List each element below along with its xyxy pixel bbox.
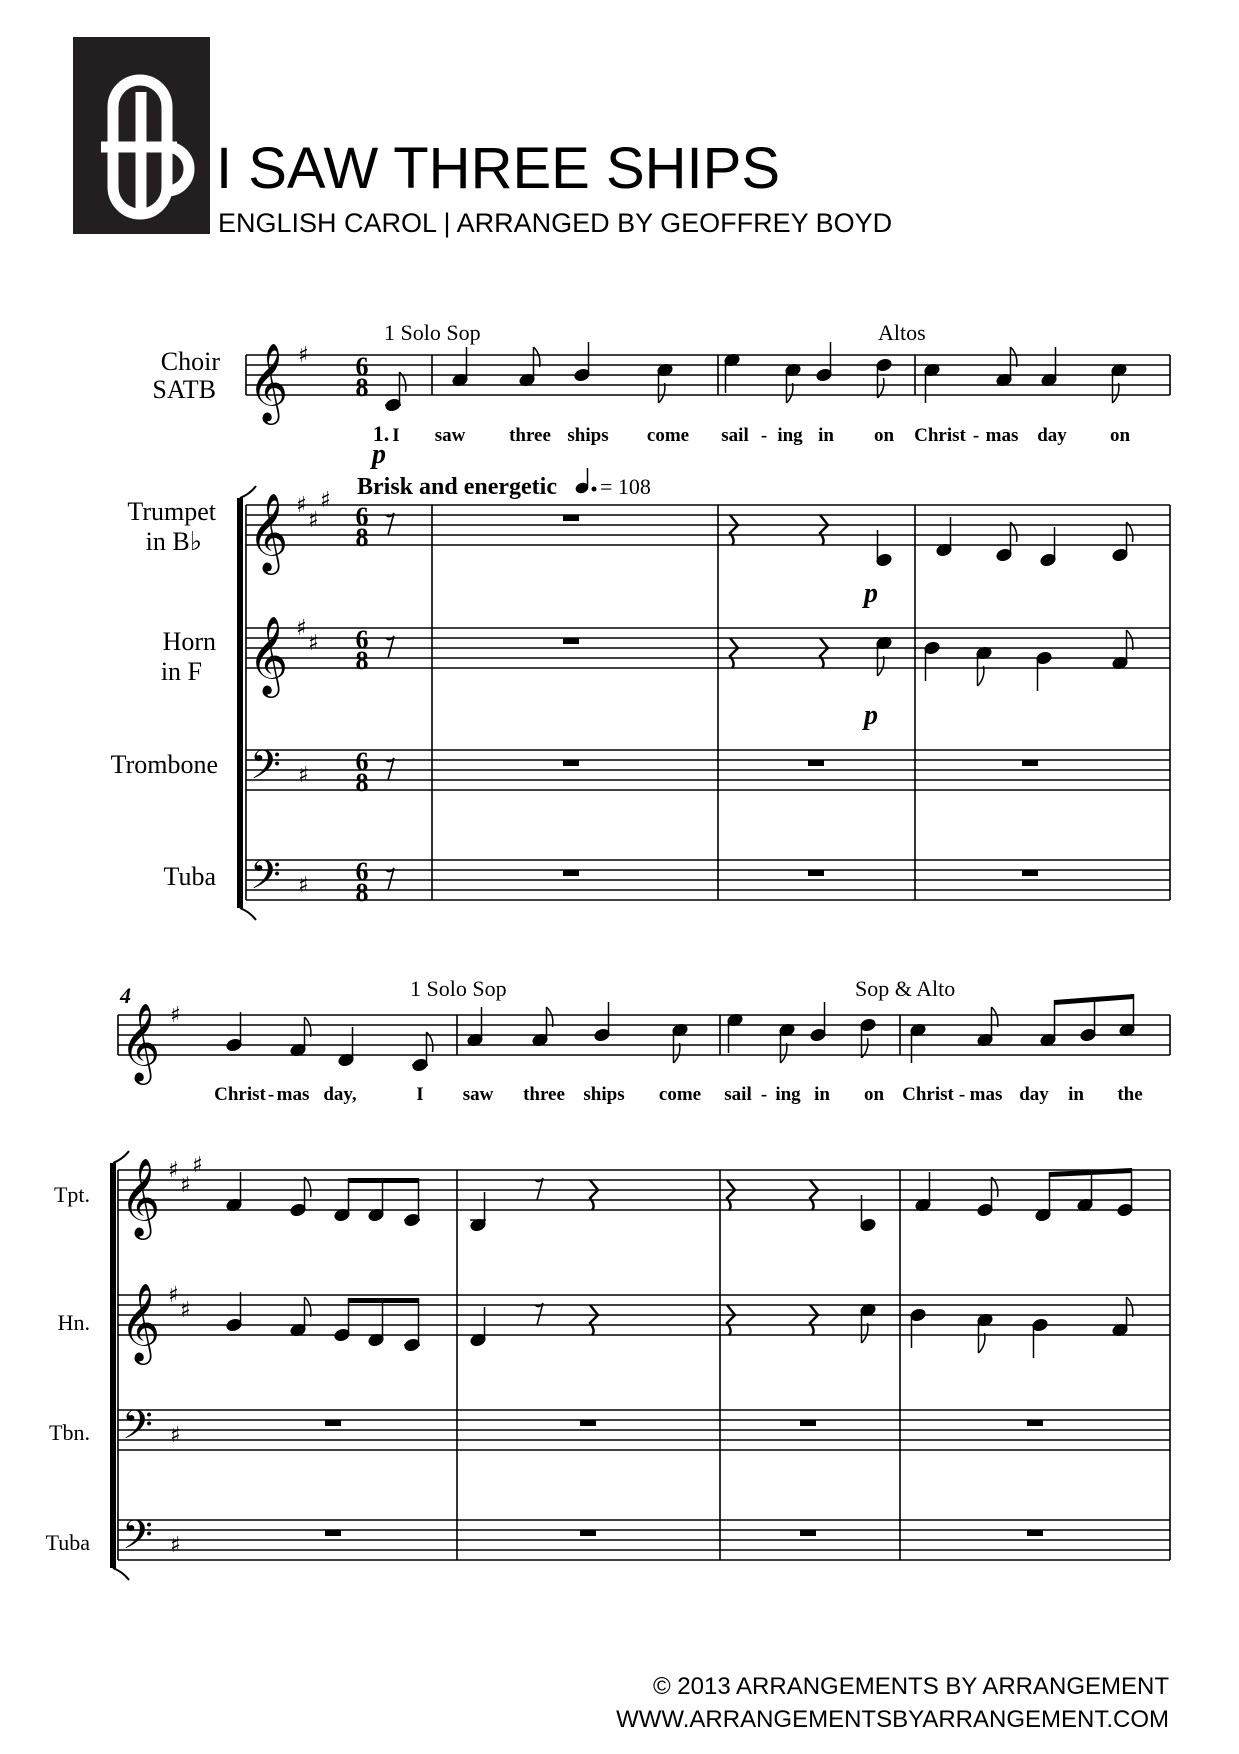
tempo-value: = 108 bbox=[600, 474, 651, 499]
svg-text:three: three bbox=[509, 425, 551, 446]
svg-text:mas: mas bbox=[276, 1084, 310, 1105]
svg-text:♯: ♯ bbox=[296, 616, 307, 641]
svg-text:6: 6 bbox=[355, 502, 369, 531]
svg-text:day: day bbox=[1019, 1084, 1049, 1105]
song-title: I SAW THREE SHIPS bbox=[216, 136, 780, 201]
svg-text:♯: ♯ bbox=[180, 1298, 191, 1323]
svg-text:day: day bbox=[1037, 425, 1067, 446]
svg-text:mas: mas bbox=[985, 425, 1019, 446]
svg-text:♯: ♯ bbox=[308, 631, 319, 656]
svg-text:♯: ♯ bbox=[298, 343, 309, 368]
svg-text:-: - bbox=[760, 425, 768, 446]
svg-text:in: in bbox=[818, 425, 834, 446]
svg-text:6: 6 bbox=[355, 857, 369, 886]
song-subtitle: ENGLISH CAROL | ARRANGED BY GEOFFREY BOYD bbox=[218, 208, 893, 238]
label-trumpet-key: in B♭ bbox=[145, 527, 202, 556]
svg-text:♯: ♯ bbox=[170, 1533, 181, 1558]
svg-text:come: come bbox=[658, 1084, 702, 1105]
svg-text:Christ: Christ bbox=[902, 1084, 954, 1105]
svg-text:6: 6 bbox=[355, 747, 369, 776]
svg-text:ing: ing bbox=[777, 425, 803, 446]
lyrics-line-1 bbox=[373, 421, 1131, 446]
svg-text:I: I bbox=[416, 1084, 424, 1105]
svg-text:on: on bbox=[863, 1084, 885, 1105]
label-choir: Choir bbox=[160, 347, 220, 376]
svg-text:-: - bbox=[760, 1084, 768, 1105]
svg-text:ships: ships bbox=[583, 1084, 625, 1105]
label-trumpet: Trumpet bbox=[127, 497, 216, 526]
label-tuba: Tuba bbox=[163, 862, 216, 891]
svg-text:Christ: Christ bbox=[914, 425, 966, 446]
svg-text:𝄞: 𝄞 bbox=[248, 493, 289, 572]
label-tpt: Tpt. bbox=[53, 1182, 90, 1207]
svg-text:on: on bbox=[1109, 425, 1131, 446]
svg-text:♯: ♯ bbox=[298, 763, 309, 788]
svg-text:I: I bbox=[392, 425, 400, 446]
svg-text:saw: saw bbox=[434, 425, 466, 446]
label-satb: SATB bbox=[152, 375, 216, 404]
svg-text:𝄢: 𝄢 bbox=[250, 852, 281, 908]
svg-text:♯: ♯ bbox=[298, 873, 309, 898]
svg-text:ing: ing bbox=[775, 1084, 801, 1105]
svg-text:♯: ♯ bbox=[168, 1158, 179, 1183]
svg-text:8: 8 bbox=[355, 878, 369, 907]
website-link[interactable]: WWW.ARRANGEMENTSBYARRANGEMENT.COM bbox=[616, 1706, 1169, 1733]
label-trombone: Trombone bbox=[110, 750, 218, 779]
annotation-altos: Altos bbox=[878, 320, 926, 345]
svg-text:three: three bbox=[523, 1084, 565, 1105]
svg-text:𝄞: 𝄞 bbox=[248, 616, 289, 695]
label-tbn: Tbn. bbox=[49, 1420, 90, 1445]
svg-text:♯: ♯ bbox=[192, 1153, 203, 1178]
svg-text:in: in bbox=[814, 1084, 830, 1105]
svg-text:♯: ♯ bbox=[308, 508, 319, 533]
svg-text:𝄞: 𝄞 bbox=[120, 1283, 161, 1362]
svg-text:8: 8 bbox=[355, 646, 369, 675]
svg-text:the: the bbox=[1117, 1084, 1143, 1105]
svg-text:ships: ships bbox=[567, 425, 609, 446]
svg-text:𝄢: 𝄢 bbox=[122, 1512, 153, 1568]
dynamic-horn: p bbox=[864, 700, 878, 731]
svg-text:6: 6 bbox=[355, 352, 369, 381]
svg-text:8: 8 bbox=[355, 523, 369, 552]
svg-text:𝄞: 𝄞 bbox=[120, 1003, 161, 1082]
svg-text:-: - bbox=[958, 1084, 966, 1105]
svg-text:𝄢: 𝄢 bbox=[122, 1402, 153, 1458]
svg-text:on: on bbox=[873, 425, 895, 446]
svg-text:6: 6 bbox=[355, 625, 369, 654]
svg-text:𝄞: 𝄞 bbox=[120, 1158, 161, 1237]
svg-text:𝄞: 𝄞 bbox=[248, 343, 289, 422]
svg-text:-: - bbox=[972, 425, 980, 446]
verse-number: 1. bbox=[372, 421, 390, 446]
annotation-solo-sop: 1 Solo Sop bbox=[384, 320, 481, 345]
measure-number: 4 bbox=[120, 983, 131, 1008]
svg-text:♯: ♯ bbox=[296, 493, 307, 518]
annotation-solo-sop-2: 1 Solo Sop bbox=[410, 976, 507, 1001]
tempo-marking: Brisk and energetic bbox=[357, 474, 557, 500]
svg-text:♯: ♯ bbox=[170, 1003, 181, 1028]
svg-text:come: come bbox=[646, 425, 690, 446]
annotation-sop-alto: Sop & Alto bbox=[855, 976, 956, 1001]
svg-text:in: in bbox=[1068, 1084, 1084, 1105]
svg-text:day,: day, bbox=[323, 1084, 357, 1105]
lyrics-line-2 bbox=[214, 1084, 1143, 1105]
label-horn-key: in F bbox=[160, 657, 202, 686]
svg-text:♯: ♯ bbox=[170, 1423, 181, 1448]
svg-text:Christ: Christ bbox=[214, 1084, 266, 1105]
svg-text:sail: sail bbox=[721, 425, 749, 446]
system-2 bbox=[46, 976, 1170, 1580]
choir-notes-2 bbox=[226, 994, 1136, 1072]
copyright-notice: © 2013 ARRANGEMENTS BY ARRANGEMENT bbox=[652, 1673, 1169, 1700]
svg-text:mas: mas bbox=[969, 1084, 1003, 1105]
dynamic-trumpet: p bbox=[864, 578, 878, 609]
svg-text:saw: saw bbox=[462, 1084, 494, 1105]
svg-text:sail: sail bbox=[724, 1084, 752, 1105]
svg-text:♯: ♯ bbox=[180, 1173, 191, 1198]
svg-text:8: 8 bbox=[355, 768, 369, 797]
svg-text:𝄢: 𝄢 bbox=[250, 742, 281, 798]
choir-notes bbox=[385, 342, 1128, 412]
system-1 bbox=[111, 320, 1170, 920]
svg-text:♯: ♯ bbox=[320, 488, 331, 513]
svg-text:8: 8 bbox=[355, 373, 369, 402]
label-tuba-short: Tuba bbox=[45, 1530, 90, 1555]
label-hn: Hn. bbox=[57, 1310, 90, 1335]
dynamic-choir: p bbox=[372, 439, 386, 470]
svg-text:♯: ♯ bbox=[168, 1283, 179, 1308]
svg-text:-: - bbox=[267, 1084, 275, 1105]
label-horn: Horn bbox=[162, 627, 216, 656]
